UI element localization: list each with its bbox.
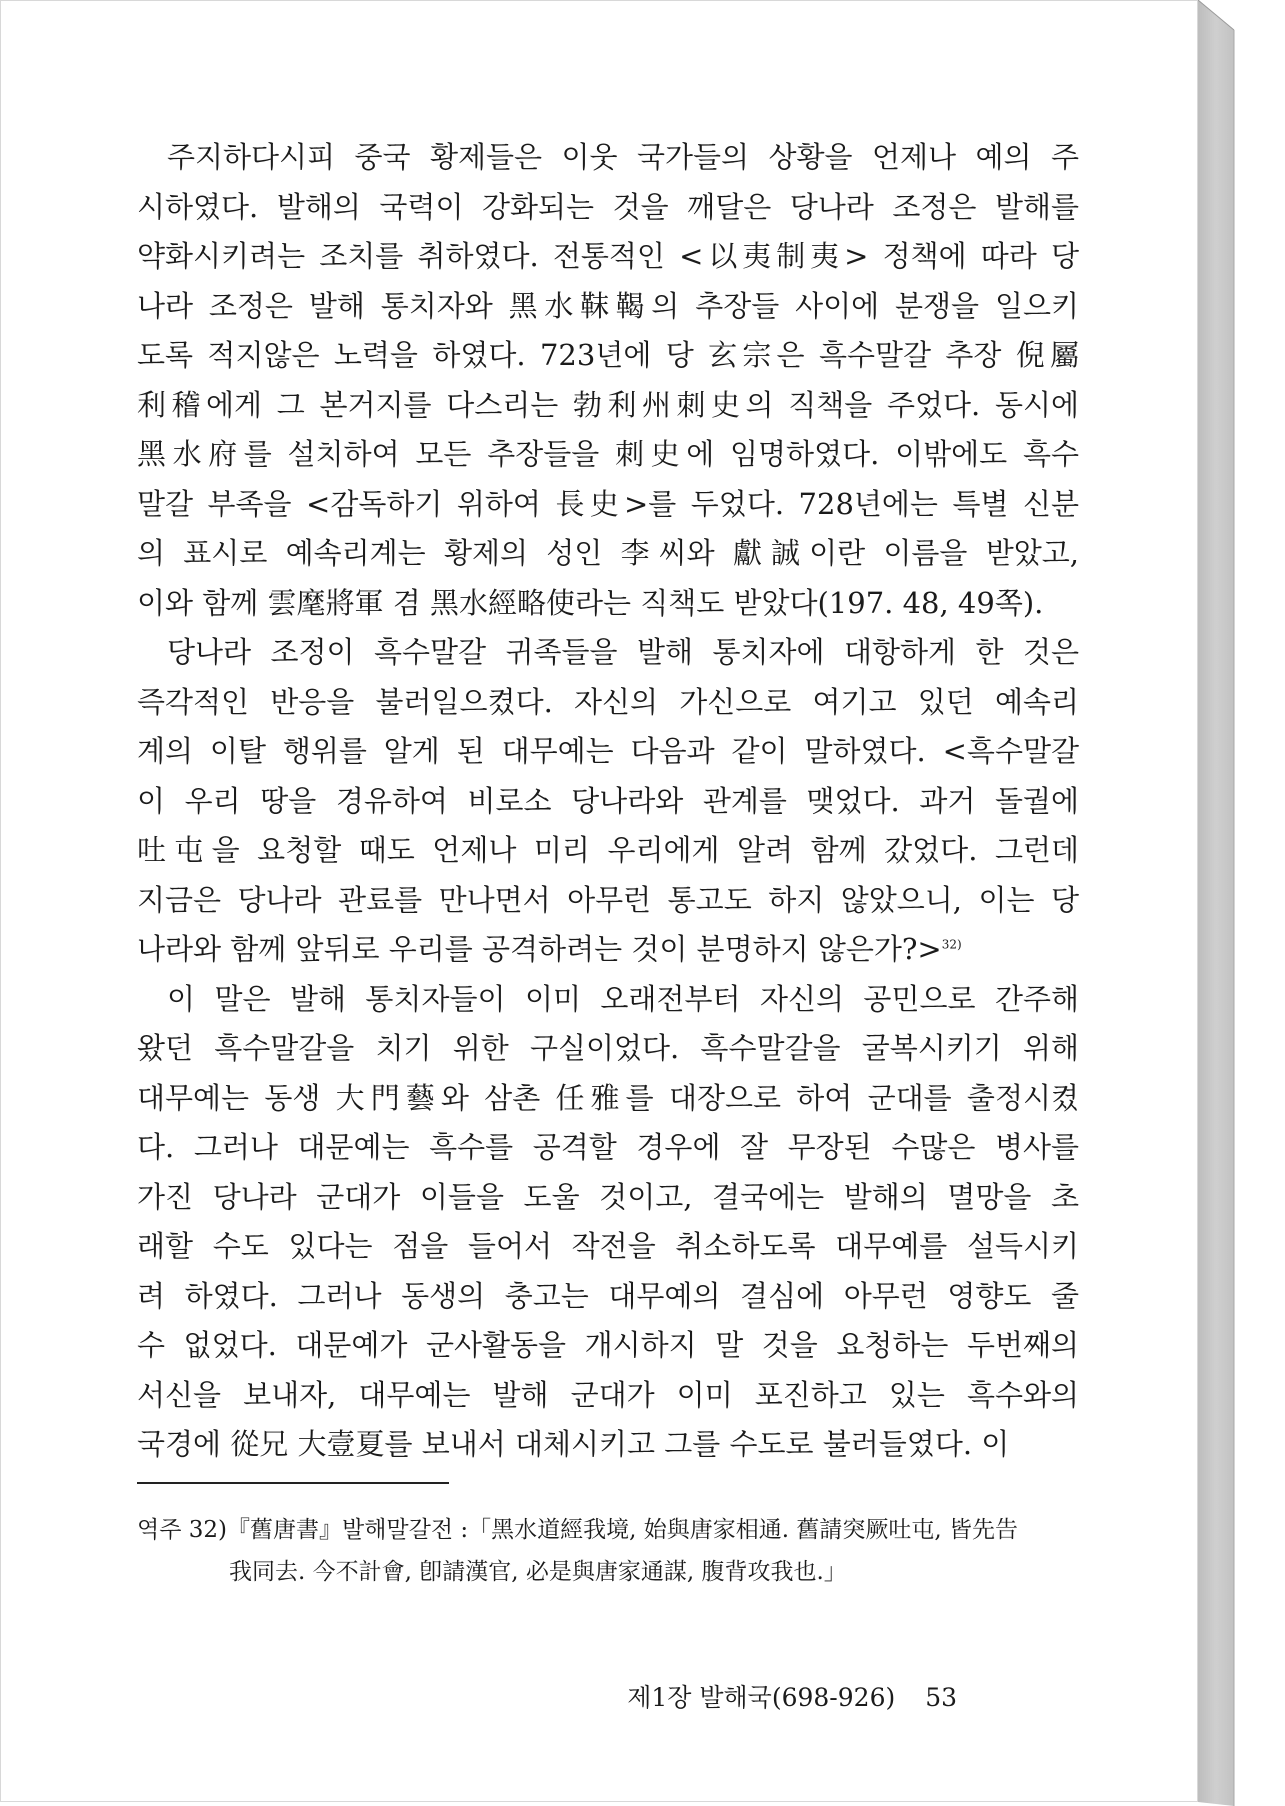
text-line: 당나라 조정이 흑수말갈 귀족들을 발해 통치자에 대항하게 한 것은 (167, 635, 1079, 669)
text-line: 약화시키려는 조치를 취하였다. 전통적인 <以夷制夷> 정책에 따라 당 (137, 239, 1079, 273)
text-line: 이와 함께 雲麾將軍 겸 黑水經略使라는 직책도 받았다(197. 48, 49쪽). (137, 585, 1044, 620)
text-line: 즉각적인 반응을 불러일으켰다. 자신의 가신으로 여기고 있던 예속리 (137, 684, 1079, 719)
text-line: 利稽에게 그 본거지를 다스리는 勃利州刺史의 직책을 주었다. 동시에 (137, 387, 1079, 422)
text-line: 다. 그러나 대문예는 흑수를 공격할 경우에 잘 무장된 수많은 병사를 (137, 1130, 1079, 1164)
text-line: 黑水府를 설치하여 모든 추장들을 刺史에 임명하였다. 이밖에도 흑수 (137, 437, 1079, 471)
footnote-line-1: 역주 32)『舊唐書』발해말갈전 :「黑水道經我境, 始與唐家相通. 舊請突厥吐屯, 皆先告 (137, 1517, 1019, 1543)
text-line: 나라 조정은 발해 통치자와 黑水靺鞨의 추장들 사이에 분쟁을 일으키 (137, 288, 1079, 323)
chapter-title: 제1장 발해국(698-926) (627, 1683, 896, 1712)
text-line: 가진 당나라 군대가 이들을 도울 것이고, 결국에는 발해의 멸망을 초 (137, 1179, 1079, 1214)
text-line: 시하였다. 발해의 국력이 강화되는 것을 깨달은 당나라 조정은 발해를 (137, 189, 1079, 224)
text-line: 서신을 보내자, 대무예는 발해 군대가 이미 포진하고 있는 흑수와의 (137, 1377, 1079, 1412)
text-line: 이 우리 땅을 경유하여 비로소 당나라와 관계를 맺었다. 과거 돌궐에 (137, 783, 1079, 818)
footnote (137, 1509, 1079, 1593)
text-line: 지금은 당나라 관료를 만나면서 아무런 통고도 하지 않았으니, 이는 당 (137, 882, 1079, 917)
body-text (137, 133, 1079, 1470)
page-footer (627, 1678, 957, 1714)
footnote-line-2: 我同去. 今不計會, 卽請漢官, 必是與唐家通謀, 腹背攻我也.」 (229, 1559, 847, 1585)
footnote-reference[interactable]: 32) (941, 937, 962, 952)
paragraph (137, 628, 1079, 975)
text-line: 말갈 부족을 <감독하기 위하여 長史>를 두었다. 728년에는 특별 신분 (137, 486, 1079, 521)
text-line: 의 표시로 예속리계는 황제의 성인 李씨와 獻誠이란 이름을 받았고, (137, 536, 1079, 570)
text-line: 왔던 흑수말갈을 치기 위한 구실이었다. 흑수말갈을 굴복시키기 위해 (137, 1031, 1079, 1065)
text-line: 이 말은 발해 통치자들이 이미 오래전부터 자신의 공민으로 간주해 (167, 981, 1079, 1016)
text-line: 국경에 從兄 大壹夏를 보내서 대체시키고 그를 수도로 불러들였다. 이 (137, 1427, 1010, 1461)
footnote-rule (137, 1482, 449, 1484)
text-line: 려 하였다. 그러나 동생의 충고는 대무예의 결심에 아무런 영향도 줄 (137, 1278, 1079, 1313)
paragraph (137, 975, 1079, 1470)
text-line: 수 없었다. 대문예가 군사활동을 개시하지 말 것을 요청하는 두번째의 (137, 1328, 1079, 1362)
text-line (137, 925, 1079, 975)
text-line: 도록 적지않은 노력을 하였다. 723년에 당 玄宗은 흑수말갈 추장 倪屬 (137, 338, 1079, 372)
text-line: 吐屯을 요청할 때도 언제나 미리 우리에게 알려 함께 갔었다. 그런데 (137, 833, 1079, 867)
text-line-content: 나라와 함께 앞뒤로 우리를 공격하려는 것이 분명하지 않은가?> (137, 932, 942, 966)
text-line: 계의 이탈 행위를 알게 된 대무예는 다음과 같이 말하였다. <흑수말갈 (137, 734, 1079, 768)
text-line: 래할 수도 있다는 점을 들어서 작전을 취소하도록 대무예를 설득시키 (137, 1229, 1079, 1263)
text-line: 대무예는 동생 大門藝와 삼촌 任雅를 대장으로 하여 군대를 출정시켰 (137, 1080, 1079, 1115)
page-number: 53 (925, 1683, 957, 1712)
paragraph (137, 133, 1079, 628)
text-line: 주지하다시피 중국 황제들은 이웃 국가들의 상황을 언제나 예의 주 (167, 140, 1079, 174)
